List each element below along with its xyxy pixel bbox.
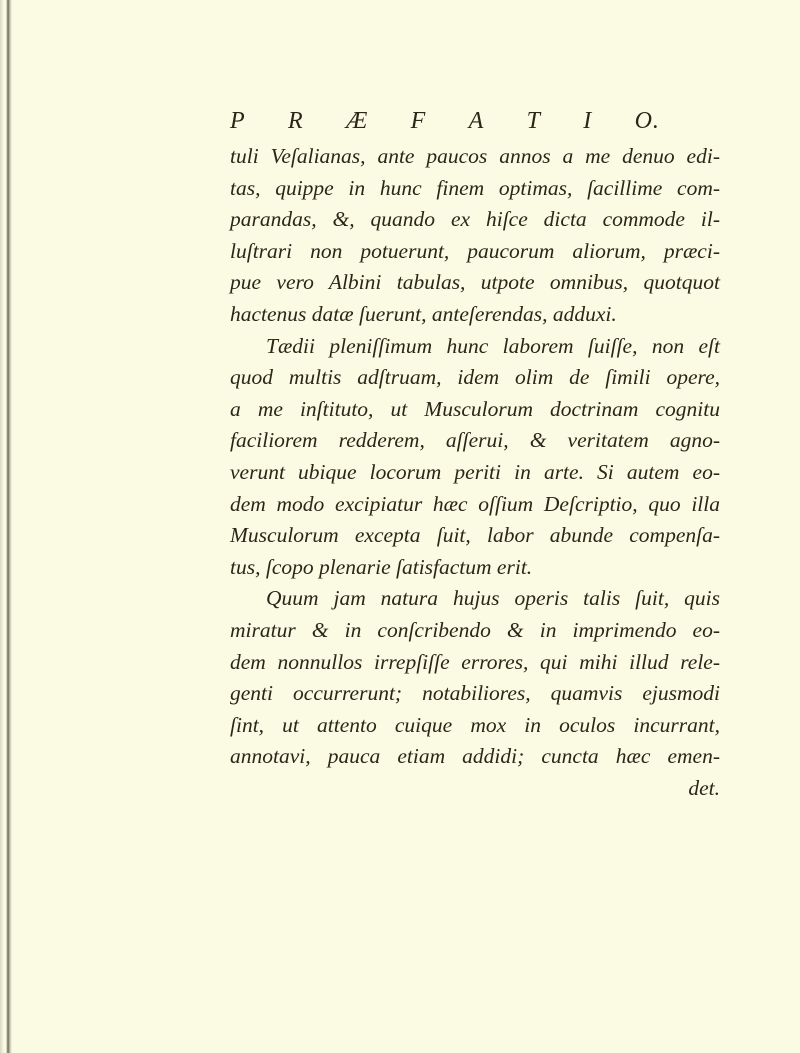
- running-header: [230, 108, 660, 135]
- header-letter: A: [468, 108, 485, 134]
- text-line: annotavi, pauca etiam addidi; cuncta hæc emen-: [230, 744, 720, 769]
- header-letter: T: [526, 108, 541, 134]
- text-line: dem nonnullos irrepſiſſe errores, qui mihi illud rele-: [230, 649, 720, 674]
- text-line: Musculorum excepta ſuit, labor abunde compenſa-: [230, 523, 720, 548]
- text-line: hactenus datæ ſuerunt, anteſerendas, adduxi.: [230, 301, 617, 326]
- header-letter: Æ: [345, 108, 369, 134]
- text-line: faciliorem redderem, aſſerui, & veritatem agno-: [230, 428, 720, 453]
- text-line: dem modo excipiatur hæc oſſium Deſcriptio, quo illa: [230, 491, 720, 516]
- text-line: miratur & in conſcribendo & in imprimendo eo-: [230, 617, 720, 642]
- text-line: luſtrari non potuerunt, paucorum aliorum, præci-: [230, 238, 720, 263]
- text-line: pue vero Albini tabulas, utpote omnibus, quotquot: [230, 270, 720, 295]
- text-line: verunt ubique locorum periti in arte. Si autem eo-: [230, 459, 720, 484]
- book-binding-edge: [0, 0, 12, 1053]
- text-line: quod multis adſtruam, idem olim de ſimili opere,: [230, 365, 720, 390]
- body-text: [230, 141, 720, 804]
- header-letter: R: [287, 108, 304, 134]
- text-line: genti occurrerunt; notabiliores, quamvis ejusmodi: [230, 681, 720, 706]
- text-line: ſint, ut attento cuique mox in oculos incurrant,: [230, 712, 720, 737]
- header-letter: P: [230, 108, 246, 134]
- header-letter: I: [583, 108, 593, 134]
- text-line: tus, ſcopo plenarie ſatisfactum erit.: [230, 554, 533, 579]
- text-line: Quum jam natura hujus operis talis ſuit, quis: [266, 586, 720, 611]
- header-letter: O.: [634, 108, 660, 134]
- text-line: tuli Veſalianas, ante paucos annos a me denuo edi-: [230, 144, 720, 168]
- text-line: a me inſtituto, ut Musculorum doctrinam cognitu: [230, 396, 720, 421]
- text-line: parandas, &, quando ex hiſce dicta commode il-: [230, 207, 720, 232]
- text-line: Tædii pleniſſimum hunc laborem ſuiſſe, non eſt: [266, 333, 720, 358]
- text-line: det.: [688, 775, 720, 800]
- text-line: tas, quippe in hunc finem optimas, ſacillime com-: [230, 175, 720, 200]
- header-letter: F: [410, 108, 427, 134]
